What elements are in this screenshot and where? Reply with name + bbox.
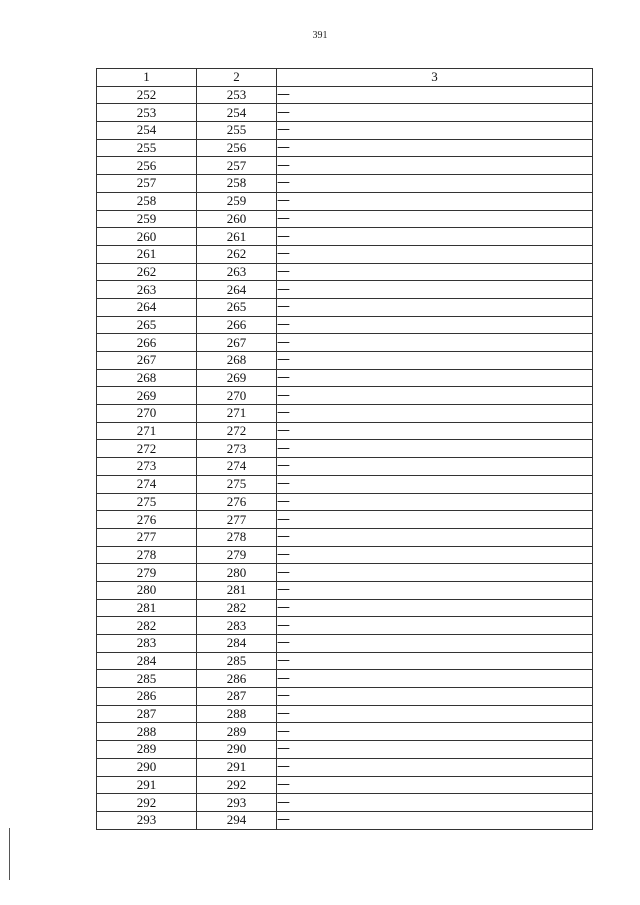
cell-col-3: — <box>277 316 593 334</box>
cell-col-3: — <box>277 387 593 405</box>
cell-col-1: 269 <box>97 387 197 405</box>
table-row <box>97 104 593 122</box>
table-row <box>97 86 593 104</box>
table-row <box>97 741 593 759</box>
cell-col-3: — <box>277 581 593 599</box>
table-row <box>97 475 593 493</box>
table-row <box>97 175 593 193</box>
cell-col-1: 252 <box>97 86 197 104</box>
cell-col-2: 277 <box>197 511 277 529</box>
table-row <box>97 581 593 599</box>
cell-col-2: 282 <box>197 599 277 617</box>
cell-col-2: 258 <box>197 175 277 193</box>
cell-col-2: 265 <box>197 298 277 316</box>
cell-col-2: 269 <box>197 369 277 387</box>
cell-col-2: 278 <box>197 528 277 546</box>
table-row <box>97 210 593 228</box>
table-row <box>97 422 593 440</box>
cell-col-1: 293 <box>97 811 197 829</box>
cell-col-3: — <box>277 86 593 104</box>
cell-col-2: 256 <box>197 139 277 157</box>
cell-col-2: 254 <box>197 104 277 122</box>
cell-col-3: — <box>277 210 593 228</box>
table-row <box>97 599 593 617</box>
cell-col-1: 289 <box>97 741 197 759</box>
cell-col-1: 258 <box>97 192 197 210</box>
cell-col-1: 265 <box>97 316 197 334</box>
cell-col-2: 286 <box>197 670 277 688</box>
cell-col-1: 270 <box>97 405 197 423</box>
cell-col-3: — <box>277 157 593 175</box>
table-row <box>97 617 593 635</box>
table-row <box>97 811 593 829</box>
cell-col-2: 276 <box>197 493 277 511</box>
cell-col-2: 272 <box>197 422 277 440</box>
cell-col-3: — <box>277 794 593 812</box>
page-number: 391 <box>312 30 328 41</box>
cell-col-2: 287 <box>197 688 277 706</box>
cell-col-2: 264 <box>197 281 277 299</box>
cell-col-1: 283 <box>97 635 197 653</box>
cell-col-2: 273 <box>197 440 277 458</box>
cell-col-1: 273 <box>97 458 197 476</box>
table-row <box>97 369 593 387</box>
table-row <box>97 528 593 546</box>
cell-col-1: 288 <box>97 723 197 741</box>
table-body <box>97 86 593 829</box>
cell-col-2: 270 <box>197 387 277 405</box>
table-row <box>97 405 593 423</box>
cell-col-3: — <box>277 723 593 741</box>
table-row <box>97 688 593 706</box>
column-header-3: 3 <box>277 69 593 87</box>
cell-col-3: — <box>277 281 593 299</box>
cell-col-1: 287 <box>97 705 197 723</box>
table-row <box>97 635 593 653</box>
table-row <box>97 546 593 564</box>
table-row <box>97 705 593 723</box>
table-row <box>97 192 593 210</box>
column-header-2: 2 <box>197 69 277 87</box>
cell-col-1: 274 <box>97 475 197 493</box>
table-row <box>97 228 593 246</box>
cell-col-1: 275 <box>97 493 197 511</box>
table-row <box>97 139 593 157</box>
cell-col-3: — <box>277 670 593 688</box>
table-row <box>97 122 593 140</box>
cell-col-1: 257 <box>97 175 197 193</box>
cell-col-3: — <box>277 352 593 370</box>
cell-col-1: 262 <box>97 263 197 281</box>
table-row <box>97 776 593 794</box>
cell-col-3: — <box>277 546 593 564</box>
cell-col-2: 292 <box>197 776 277 794</box>
table-row <box>97 564 593 582</box>
cell-col-3: — <box>277 369 593 387</box>
cell-col-2: 266 <box>197 316 277 334</box>
cell-col-2: 280 <box>197 564 277 582</box>
table-header <box>97 69 593 87</box>
cell-col-2: 293 <box>197 794 277 812</box>
table-row <box>97 298 593 316</box>
cell-col-1: 264 <box>97 298 197 316</box>
cell-col-1: 286 <box>97 688 197 706</box>
cell-col-1: 291 <box>97 776 197 794</box>
cell-col-1: 255 <box>97 139 197 157</box>
cell-col-2: 281 <box>197 581 277 599</box>
cell-col-2: 279 <box>197 546 277 564</box>
table-row <box>97 263 593 281</box>
cell-col-1: 253 <box>97 104 197 122</box>
cell-col-2: 284 <box>197 635 277 653</box>
cell-col-1: 276 <box>97 511 197 529</box>
cell-col-3: — <box>277 528 593 546</box>
cell-col-1: 279 <box>97 564 197 582</box>
cell-col-3: — <box>277 511 593 529</box>
cell-col-1: 290 <box>97 758 197 776</box>
cell-col-3: — <box>277 475 593 493</box>
cell-col-3: — <box>277 635 593 653</box>
table-row <box>97 723 593 741</box>
cell-col-3: — <box>277 422 593 440</box>
cell-col-3: — <box>277 811 593 829</box>
table-row <box>97 458 593 476</box>
cell-col-2: 285 <box>197 652 277 670</box>
cell-col-3: — <box>277 652 593 670</box>
cell-col-1: 284 <box>97 652 197 670</box>
cell-col-3: — <box>277 458 593 476</box>
table-row <box>97 440 593 458</box>
cell-col-3: — <box>277 228 593 246</box>
cell-col-1: 256 <box>97 157 197 175</box>
cell-col-2: 259 <box>197 192 277 210</box>
cell-col-2: 288 <box>197 705 277 723</box>
cell-col-2: 268 <box>197 352 277 370</box>
cell-col-3: — <box>277 245 593 263</box>
cell-col-3: — <box>277 122 593 140</box>
table-row <box>97 493 593 511</box>
table-row <box>97 670 593 688</box>
cell-col-3: — <box>277 298 593 316</box>
cell-col-3: — <box>277 175 593 193</box>
cell-col-1: 267 <box>97 352 197 370</box>
table-row <box>97 157 593 175</box>
table-row <box>97 281 593 299</box>
cell-col-1: 272 <box>97 440 197 458</box>
margin-line <box>9 828 10 880</box>
cell-col-3: — <box>277 263 593 281</box>
cell-col-1: 261 <box>97 245 197 263</box>
cell-col-1: 268 <box>97 369 197 387</box>
cell-col-1: 292 <box>97 794 197 812</box>
cell-col-3: — <box>277 192 593 210</box>
header-row <box>97 69 593 87</box>
cell-col-3: — <box>277 564 593 582</box>
cell-col-3: — <box>277 758 593 776</box>
table-row <box>97 352 593 370</box>
cell-col-1: 280 <box>97 581 197 599</box>
cell-col-2: 271 <box>197 405 277 423</box>
cell-col-1: 260 <box>97 228 197 246</box>
column-header-1: 1 <box>97 69 197 87</box>
cell-col-3: — <box>277 334 593 352</box>
cell-col-3: — <box>277 776 593 794</box>
cell-col-1: 259 <box>97 210 197 228</box>
cell-col-3: — <box>277 440 593 458</box>
cell-col-2: 294 <box>197 811 277 829</box>
cell-col-3: — <box>277 405 593 423</box>
data-table <box>96 68 593 830</box>
cell-col-2: 253 <box>197 86 277 104</box>
table-row <box>97 794 593 812</box>
cell-col-2: 263 <box>197 263 277 281</box>
cell-col-2: 262 <box>197 245 277 263</box>
cell-col-2: 290 <box>197 741 277 759</box>
table-row <box>97 511 593 529</box>
cell-col-1: 282 <box>97 617 197 635</box>
table-row <box>97 334 593 352</box>
cell-col-3: — <box>277 599 593 617</box>
cell-col-2: 275 <box>197 475 277 493</box>
table-row <box>97 316 593 334</box>
cell-col-2: 267 <box>197 334 277 352</box>
table-row <box>97 758 593 776</box>
cell-col-2: 255 <box>197 122 277 140</box>
cell-col-3: — <box>277 104 593 122</box>
cell-col-1: 254 <box>97 122 197 140</box>
cell-col-1: 263 <box>97 281 197 299</box>
cell-col-1: 281 <box>97 599 197 617</box>
cell-col-1: 285 <box>97 670 197 688</box>
cell-col-1: 277 <box>97 528 197 546</box>
cell-col-2: 260 <box>197 210 277 228</box>
cell-col-1: 278 <box>97 546 197 564</box>
cell-col-2: 289 <box>197 723 277 741</box>
cell-col-2: 261 <box>197 228 277 246</box>
cell-col-1: 271 <box>97 422 197 440</box>
cell-col-3: — <box>277 493 593 511</box>
cell-col-3: — <box>277 688 593 706</box>
cell-col-3: — <box>277 617 593 635</box>
cell-col-2: 274 <box>197 458 277 476</box>
cell-col-3: — <box>277 705 593 723</box>
table-row <box>97 652 593 670</box>
cell-col-2: 283 <box>197 617 277 635</box>
cell-col-3: — <box>277 741 593 759</box>
cell-col-2: 291 <box>197 758 277 776</box>
table-row <box>97 387 593 405</box>
table-row <box>97 245 593 263</box>
cell-col-3: — <box>277 139 593 157</box>
cell-col-1: 266 <box>97 334 197 352</box>
cell-col-2: 257 <box>197 157 277 175</box>
